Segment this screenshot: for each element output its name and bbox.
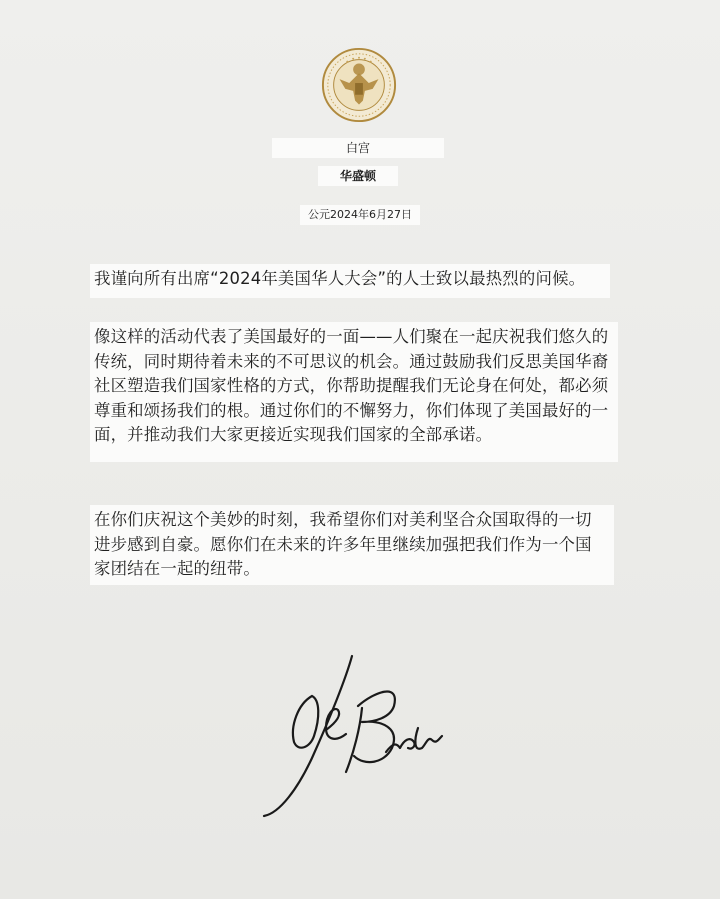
- body-paragraph: 像这样的活动代表了美国最好的一面——人们聚在一起庆祝我们悠久的传统，同时期待着未来的不可思议的机会。通过鼓励我们反思美国华裔社区塑造我们国家性格的方式，你帮助提醒我们无论身在何处，都必须尊重和颂扬我们的根。通过你们的不懈努力，你们体现了美国最好的一面，并推动我们大家更接近实现我们国家的全部承诺。: [90, 322, 618, 462]
- greeting-paragraph: 我谨向所有出席“2024年美国华人大会”的人士致以最热烈的问候。: [90, 264, 610, 298]
- city-heading: 华盛顿: [318, 166, 398, 186]
- closing-paragraph: 在你们庆祝这个美妙的时刻，我希望你们对美利坚合众国取得的一切进步感到自豪。愿你们在未来的许多年里继续加强把我们作为一个国家团结在一起的纽带。: [90, 505, 614, 585]
- presidential-seal-icon: [320, 46, 398, 124]
- signature-icon: [250, 648, 450, 823]
- letter-date: 公元2024年6月27日: [300, 205, 420, 225]
- office-heading: 白宫: [272, 138, 444, 158]
